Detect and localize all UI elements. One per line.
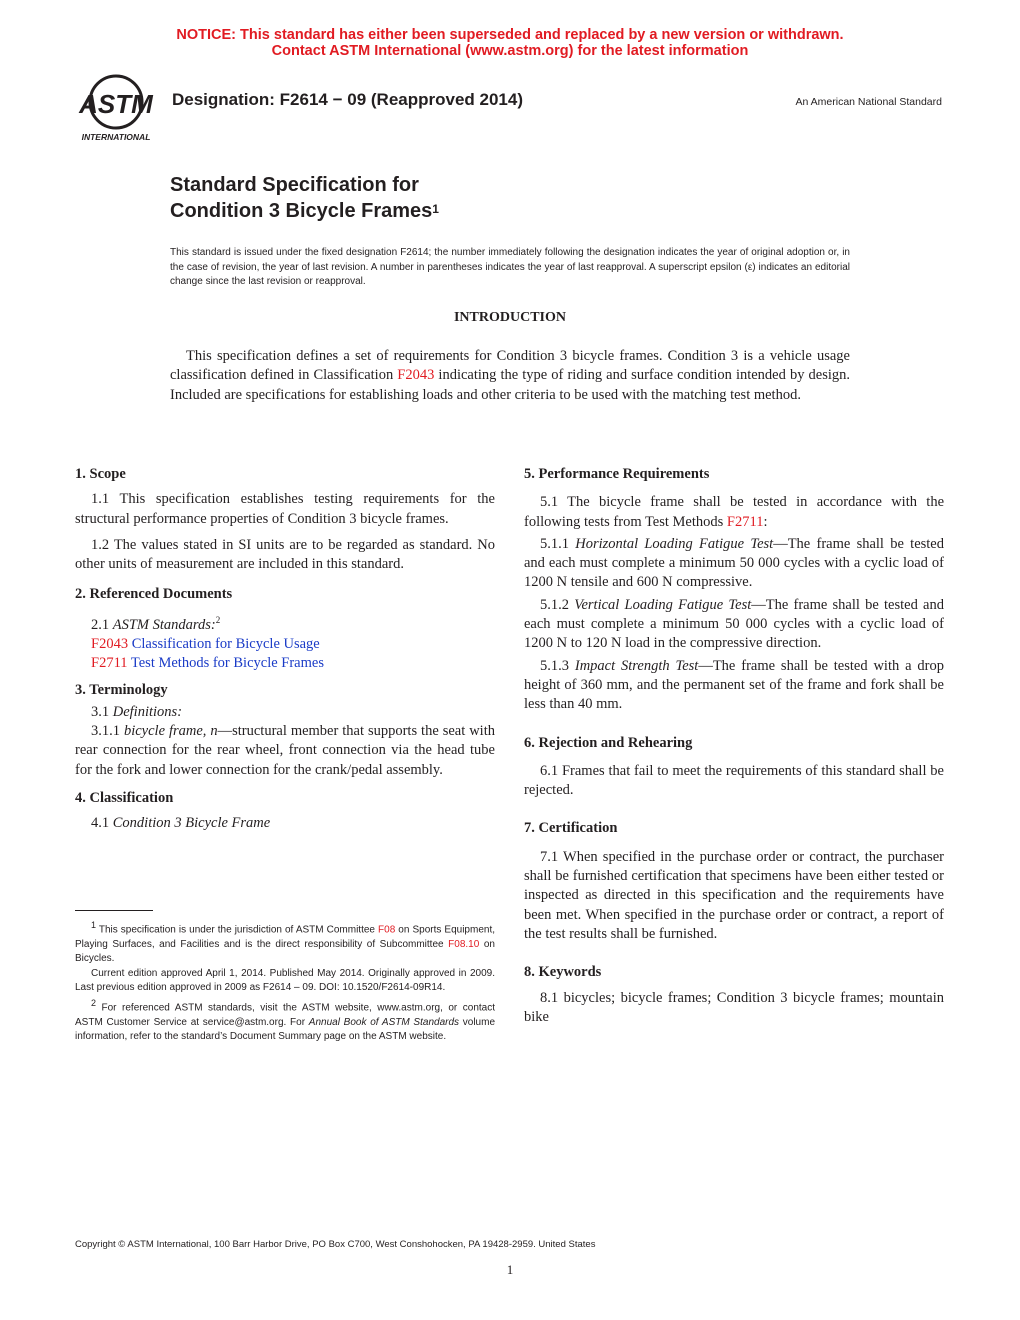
term-impact-strength: Impact Strength Test: [574, 657, 699, 674]
para-4-1: [75, 814, 495, 833]
para-5-1-1: [524, 535, 944, 593]
footnotes: [75, 918, 495, 1045]
para-5-1-2-text: —The frame shall be tested and each must complete a minimum 50 000 cycles with a cyclic load of 1200 N to 120 N load in the compressive direction.: [524, 596, 944, 652]
para-2-1-text: ASTM Standards:: [112, 616, 216, 633]
para-5-1-3: [524, 657, 944, 715]
reference-f2711[interactable]: [75, 654, 495, 673]
reference-f2043[interactable]: [75, 635, 495, 654]
section-2-heading: 2. Referenced Documents: [75, 586, 233, 603]
para-3-1-1-num: 3.1.1: [91, 723, 124, 740]
para-3-1-1-text: —structural member that supports the seat with rear connection for the rear wheel, front connection via the head tube for the fork and lower connection for the crank/pedal assembly.: [75, 723, 495, 778]
para-3-1: [75, 703, 495, 722]
ref-f2043-title[interactable]: Classification for Bicycle Usage: [128, 635, 320, 652]
footnote-2-text-a: For referenced ASTM standards, visit the ASTM website, www.astm.org, or contact ASTM Customer Service at service@astm.org. For: [75, 1002, 495, 1028]
section-4-heading: 4. Classification: [75, 789, 174, 806]
intro-text-a: This specification defines a set of requirements for Condition 3 bicycle frames. Condition 3 is a vehicle usage classification defined in Classification: [170, 348, 850, 384]
para-3-1-1: [75, 722, 495, 780]
footnote-1-link-f08[interactable]: F08: [378, 924, 396, 936]
term-vertical-fatigue: Vertical Loading Fatigue Test: [574, 596, 752, 613]
intro-text-b: indicating the type of riding and surface condition intended by design. Included are specifications for establishing loads and other criteria to be used with the matching test method.: [170, 367, 850, 403]
footnote-2-text-b: volume information, refer to the standard’s Document Summary page on the ASTM website.: [75, 1016, 496, 1043]
ref-f2711-title[interactable]: Test Methods for Bicycle Frames: [127, 655, 324, 672]
page-number: 1: [506, 1262, 514, 1277]
footnote-1-text-c: on Bicycles.: [75, 938, 495, 965]
para-7-1: 7.1 When specified in the purchase order or contract, the purchaser shall be furnished certification that specimens have been either tested or inspected as directed in this specification and the requirements have been met. When specified in the purchase order or contract, a report of the test results shall be furnished.: [524, 848, 944, 942]
astm-logo: [74, 72, 164, 144]
right-column: [524, 465, 944, 1027]
para-3-1-num: 3.1: [91, 703, 113, 720]
para-4-1-text: Condition 3 Bicycle Frame: [112, 815, 271, 832]
issuance-note: This standard is issued under the fixed designation F2614; the number immediately following the designation indicates the year of original adoption or, in the case of revision, the year of last revision. A number in parentheses indicates the year of last reapproval. A superscript epsilon (ε) indicates an editorial change since the last revision or reapproval.: [170, 247, 850, 287]
copyright: Copyright © ASTM International, 100 Barr Harbor Drive, PO Box C700, West Conshohocken, PA 19428-2959. United States: [75, 1239, 596, 1250]
section-8-heading: 8. Keywords: [524, 964, 602, 981]
para-5-1-text-a: 5.1 The bicycle frame shall be tested in accordance with the following tests from Test Methods: [524, 494, 944, 530]
para-4-1-num: 4.1: [91, 815, 113, 832]
section-5-heading: 5. Performance Requirements: [524, 466, 710, 482]
para-5-1-text-b: :: [763, 513, 768, 530]
american-national-standard: An American National Standard: [795, 96, 942, 108]
para-1-1: 1.1 This specification establishes testing requirements for the structural performance properties of Condition 3 bicycle frames.: [75, 491, 495, 527]
para-8-1: 8.1 bicycles; bicycle frames; Condition 3 bicycle frames; mountain bike: [524, 989, 944, 1025]
section-1-heading: 1. Scope: [75, 466, 126, 482]
logo-caption: INTERNATIONAL: [81, 132, 151, 142]
footnote-ref-2: 2: [215, 614, 221, 625]
para-5-1: [524, 493, 944, 532]
footnote-1-marker: 1: [91, 920, 97, 930]
left-column: [75, 465, 495, 834]
footnote-1-text-a: This specification is under the jurisdiction of ASTM Committee: [96, 924, 379, 936]
term-bicycle-frame: bicycle frame, n: [123, 723, 218, 740]
title-line-1: Standard Specification for: [170, 174, 419, 196]
footnote-1-edition: Current edition approved April 1, 2014. Published May 2014. Originally approved in 2009. Last previous edition approved in 2009 as F2614 – 09. DOI: 10.1520/F2614-09R14.: [75, 967, 495, 994]
footnote-2-book-title: Annual Book of ASTM Standards: [308, 1016, 460, 1028]
para-1-2: 1.2 The values stated in SI units are to be regarded as standard. No other units of measurement are included in this standard.: [75, 536, 495, 573]
para-5-1-2-num: 5.1.2: [540, 596, 575, 613]
para-5-1-2: [524, 596, 944, 654]
footnote-1-link-f08-10[interactable]: F08.10: [448, 938, 480, 950]
para-5-1-3-text: —The frame shall be tested with a drop height of 360 mm, and the permanent set of the frame and fork shall be less than 40 mm.: [524, 657, 944, 713]
introduction-text: [170, 347, 850, 405]
para-2-1-num: 2.1: [91, 616, 113, 633]
footnote-2-marker: 2: [91, 997, 97, 1008]
para-5-1-1-num: 5.1.1: [540, 535, 576, 552]
para-3-1-text: Definitions:: [112, 703, 183, 720]
term-horizontal-fatigue: Horizontal Loading Fatigue Test: [575, 535, 774, 552]
para-2-1: [75, 611, 495, 635]
notice-line-2: Contact ASTM International (www.astm.org) for the latest information: [271, 43, 749, 59]
document-title: [170, 172, 439, 224]
section-3-heading: 3. Terminology: [75, 681, 168, 698]
section-6-heading: 6. Rejection and Rehearing: [524, 734, 693, 751]
title-footnote-ref: 1: [432, 202, 439, 216]
logo-letters: ASTM: [79, 89, 153, 119]
para-5-1-3-num: 5.1.3: [540, 657, 575, 674]
footnote-2: [75, 996, 495, 1045]
designation: Designation: F2614 − 09 (Reapproved 2014): [172, 90, 523, 109]
para-6-1: 6.1 Frames that fail to meet the requirements of this standard shall be rejected.: [524, 762, 944, 799]
footnote-1: [75, 918, 495, 967]
ref-f2711-code[interactable]: F2711: [91, 655, 128, 672]
footnote-rule: [75, 910, 153, 911]
notice-line-1: NOTICE: This standard has either been superseded and replaced by a new version or withdrawn.: [176, 27, 844, 43]
intro-link-f2043[interactable]: F2043: [397, 367, 435, 384]
footnote-1-text-b: on Sports Equipment, Playing Surfaces, and Facilities and is the direct responsibility of Subcommittee: [75, 924, 496, 950]
para-5-1-link-f2711[interactable]: F2711: [726, 513, 764, 530]
introduction-heading: INTRODUCTION: [453, 310, 566, 325]
section-7-heading: 7. Certification: [524, 820, 618, 837]
ref-f2043-code[interactable]: F2043: [91, 635, 129, 652]
para-5-1-1-text: —The frame shall be tested and each must complete a minimum 50 000 cycles with a cyclic load of 1200 N tensile and 600 N compressive.: [524, 535, 944, 591]
title-line-2: Condition 3 Bicycle Frames: [170, 200, 433, 222]
